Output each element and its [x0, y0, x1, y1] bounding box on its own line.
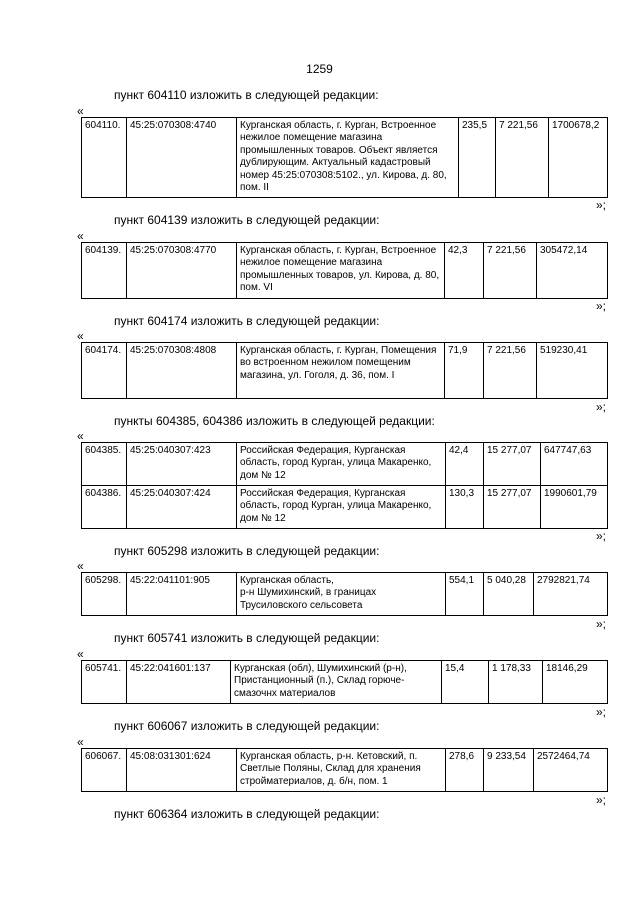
- table-row: [82, 573, 608, 616]
- section-heading: пункты 604385, 604386 изложить в следующей редакции:: [114, 414, 435, 428]
- table-row: [82, 749, 608, 792]
- cell-address: Курганская область, г. Курган, Встроенное нежилое помещение магазина промышленных товаров, ул. Кирова, д. 80, пом. VI: [237, 243, 445, 299]
- open-quote: «: [77, 735, 84, 749]
- cell-cadastral: 45:25:070308:4770: [127, 243, 237, 299]
- cell-address: Курганская область, р-н Шумихинский, в границах Трусиловского сельсовета: [237, 573, 446, 616]
- cell-value: 2572464,74: [534, 749, 608, 792]
- close-quote: »;: [596, 198, 607, 212]
- cell-address: Курганская область, г. Курган, Встроенное нежилое помещение магазина промышленных товаров. Объект является дублирующим. Актуальный кадастровый номер 45:25:070308:5102., ул. Кирова, д. 80, пом. II: [237, 118, 459, 198]
- close-quote: »;: [596, 793, 607, 807]
- data-table: [81, 442, 608, 529]
- data-table: [81, 748, 608, 792]
- cell-cadastral: 45:08:031301:624: [127, 749, 237, 792]
- data-table: [81, 660, 608, 704]
- cell-number: 604385.: [82, 443, 127, 486]
- close-quote: »;: [596, 299, 607, 313]
- table-row: [82, 486, 608, 529]
- section-heading: пункт 604174 изложить в следующей редакции:: [114, 314, 380, 328]
- cell-rate: 5 040,28: [484, 573, 534, 616]
- cell-area: 554,1: [446, 573, 484, 616]
- close-quote: »;: [596, 529, 607, 543]
- cell-area: 42,4: [446, 443, 484, 486]
- data-table: [81, 242, 608, 299]
- cell-cadastral: 45:22:041601:137: [127, 661, 231, 704]
- section-heading: пункт 606067 изложить в следующей редакции:: [114, 719, 380, 733]
- cell-area: 130,3: [446, 486, 484, 529]
- cell-rate: 7 221,56: [484, 343, 537, 399]
- cell-area: 235,5: [459, 118, 496, 198]
- cell-value: 1700678,2: [549, 118, 608, 198]
- cell-rate: 9 233,54: [484, 749, 534, 792]
- cell-value: 18146,29: [543, 661, 608, 704]
- cell-value: 519230,41: [537, 343, 608, 399]
- open-quote: «: [77, 429, 84, 443]
- cell-number: 604386.: [82, 486, 127, 529]
- data-table: [81, 572, 608, 616]
- data-table: [81, 342, 608, 399]
- cell-value: 2792821,74: [534, 573, 608, 616]
- cell-number: 605298.: [82, 573, 127, 616]
- cell-address: Курганская (обл), Шумихинский (р-н), Пристанционный (п.), Склад горюче-смазочнх материалов: [231, 661, 442, 704]
- section-heading: пункт 605741 изложить в следующей редакции:: [114, 631, 380, 645]
- cell-cadastral: 45:25:040307:424: [127, 486, 237, 529]
- cell-value: 1990601,79: [541, 486, 608, 529]
- open-quote: «: [77, 104, 84, 118]
- table-row: [82, 118, 608, 198]
- open-quote: «: [77, 229, 84, 243]
- section-heading: пункт 606364 изложить в следующей редакции:: [114, 807, 380, 821]
- table-row: [82, 343, 608, 399]
- cell-cadastral: 45:25:040307:423: [127, 443, 237, 486]
- cell-address: Российская Федерация, Курганская область, город Курган, улица Макаренко, дом № 12: [237, 443, 446, 486]
- table-row: [82, 661, 608, 704]
- data-table: [81, 117, 608, 198]
- cell-area: 42,3: [445, 243, 484, 299]
- section-heading: пункт 604110 изложить в следующей редакции:: [114, 88, 379, 102]
- open-quote: «: [77, 559, 84, 573]
- page-number: 1259: [306, 62, 333, 76]
- cell-rate: 1 178,33: [489, 661, 543, 704]
- cell-number: 606067.: [82, 749, 127, 792]
- cell-value: 305472,14: [537, 243, 608, 299]
- cell-cadastral: 45:25:070308:4808: [127, 343, 237, 399]
- section-heading: пункт 604139 изложить в следующей редакции:: [114, 213, 380, 227]
- close-quote: »;: [596, 617, 607, 631]
- open-quote: «: [77, 329, 84, 343]
- cell-cadastral: 45:22:041101:905: [127, 573, 237, 616]
- close-quote: »;: [596, 400, 607, 414]
- cell-cadastral: 45:25:070308:4740: [127, 118, 237, 198]
- cell-area: 278,6: [446, 749, 484, 792]
- cell-number: 604110.: [82, 118, 127, 198]
- cell-rate: 7 221,56: [484, 243, 537, 299]
- section-heading: пункт 605298 изложить в следующей редакции:: [114, 544, 380, 558]
- table-row: [82, 443, 608, 486]
- cell-number: 605741.: [82, 661, 127, 704]
- cell-number: 604139.: [82, 243, 127, 299]
- cell-area: 15,4: [442, 661, 489, 704]
- close-quote: »;: [596, 705, 607, 719]
- cell-address: Российская Федерация, Курганская область, город Курган, улица Макаренко, дом № 12: [237, 486, 446, 529]
- table-row: [82, 243, 608, 299]
- cell-area: 71,9: [445, 343, 484, 399]
- open-quote: «: [77, 647, 84, 661]
- cell-address: Курганская область, г. Курган, Помещения во встроенном нежилом помещеним магазина, ул. Гоголя, д. 36, пом. I: [237, 343, 445, 399]
- cell-rate: 15 277,07: [484, 443, 541, 486]
- cell-rate: 15 277,07: [484, 486, 541, 529]
- cell-rate: 7 221,56: [496, 118, 549, 198]
- cell-address: Курганская область, р-н. Кетовский, п. Светлые Поляны, Склад для хранения стройматериалов, д. б/н, пом. 1: [237, 749, 446, 792]
- cell-value: 647747,63: [541, 443, 608, 486]
- cell-number: 604174.: [82, 343, 127, 399]
